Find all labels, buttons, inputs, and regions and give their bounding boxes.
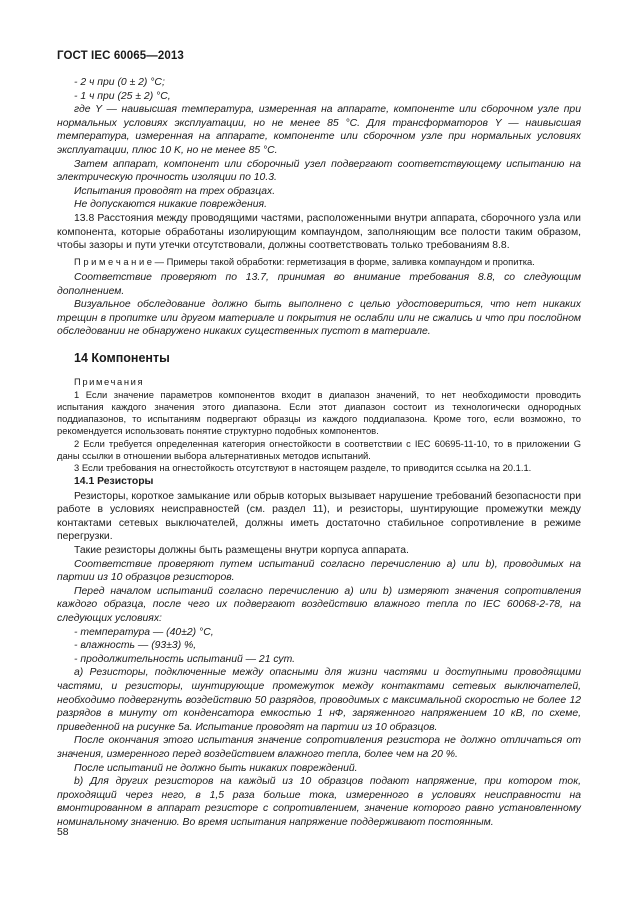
note-item: 1 Если значение параметров компонентов входит в диапазон значений, то нет необходимости проводить испытания каждого значения этого диапазона. Если этот диапазон состоит из технологически однородных поддиапазонов, то испытаниям подвергают образцы из каждого поддиапазона. Кроме того, если возможно, то рекомендуется использовать понятие структурно подобных компонентов. <box>57 388 581 437</box>
note <box>57 256 581 268</box>
paragraph: Соответствие проверяют по 13.7, принимая во внимание требования 8.8, со следующим дополнением. <box>57 271 581 297</box>
paragraph: Перед началом испытаний согласно перечислению a) или b) измеряют значения сопротивления каждого образца, после чего их подвергают воздействию влажного тепла по IEC 60068-2-78, на следующих условиях: <box>57 585 581 625</box>
paragraph: Не допускаются никакие повреждения. <box>74 199 267 211</box>
paragraph: После окончания этого испытания значение сопротивления резистора не должно отличаться от значения, измеренного перед воздействием влажного тепла, более чем на 20 %. <box>57 735 581 760</box>
note-item: 3 Если требования на огнестойкость отсутствуют в настоящем разделе, то приводится ссылка на 20.1.1. <box>74 461 532 473</box>
section-heading: 14 Компоненты <box>74 350 170 365</box>
clause-13-8: 13.8 Расстояния между проводящими частями, расположенными внутри аппарата, сборочного узла или компонента, которые обработаны изолирующим компаундом, заполняющим все полости таким образом, чтобы зазоры и пути утечки отсутствовали, должны соответствовать только требованиям 8.8. <box>57 212 581 252</box>
paragraph: b) Для других резисторов на каждый из 10 образцов подают напряжение, при котором ток, проходящий через него, в 1,5 раза больше тока, измеренного в условиях неисправности на вмонтированном в аппарат резисторе с сопротивлением, значение которого равно установленному номинальному значению. Во время испытания напряжение поддерживают постоянным. <box>57 776 581 828</box>
paragraph: Соответствие проверяют путем испытаний согласно перечислению a) или b), проводимых на партии из 10 образцов резисторов. <box>57 558 581 584</box>
paragraph: a) Резисторы, подключенные между опасными для жизни частями и доступными проводящими частями, и резисторы, шунтирующие промежуток между контактами сетевых выключателей, необходимо подвергнуть воздействию 50 разрядов, проводимых с максимальной скоростью не более 12 разрядов в минуту от конденсатора емкостью 1 нФ, заряженного напряжением 10 кВ, по схеме, приведенной на рисунке 5а. Испытание проводят на партии из 10 образцов. <box>57 667 581 733</box>
list-item: - продолжительность испытаний — 21 сут. <box>74 653 296 665</box>
page-number: 58 <box>57 827 69 838</box>
note-item: 2 Если требуется определенная категория огнестойкости в соответствии с IEC 60695-11-10, то в приложении G даны ссылки в отношении выбора альтернативных методов испытаний. <box>57 437 581 461</box>
paragraph: - 2 ч при (0 ± 2) °С; <box>74 77 165 88</box>
subsection-heading: 14.1 Резисторы <box>74 476 154 488</box>
paragraph: где Y — наивысшая температура, измеренная на аппарате, компоненте или сборочном узле при нормальных условиях эксплуатации, но не менее 85 °С. Для трансформаторов Y — наивысшая температура, измеренная на аппарате, компоненте или сборочном узле при нормальных условиях эксплуатации, плюс 10 K, но не менее 85 °С. <box>57 104 581 156</box>
list-item: - температура — (40±2) °С, <box>74 626 214 638</box>
note-text: Примеры такой обработки: герметизация в форме, заливка компаундом и пропитка. <box>164 255 535 267</box>
paragraph: Такие резисторы должны быть размещены внутри корпуса аппарата. <box>74 545 409 557</box>
paragraph: Затем аппарат, компонент или сборочный узел подвергают соответствующему испытанию на электрическую прочность изоляции по 10.3. <box>57 158 581 184</box>
page-body <box>57 76 581 830</box>
paragraph: - 1 ч при (25 ± 2) °С, <box>74 90 171 102</box>
paragraph: После испытаний не должно быть никаких повреждений. <box>74 762 358 774</box>
paragraph: Испытания проводят на трех образцах. <box>74 185 276 197</box>
paragraph: Резисторы, короткое замыкание или обрыв которых вызывает нарушение требований безопасности при работе в условиях неисправностей (см. раздел 11), и резисторы, шунтирующие промежутки между контактами сетевых выключателей, должны иметь достаточно стабильное сопротивление в режиме перегрузки. <box>57 490 581 543</box>
note-label: П р и м е ч а н и е — <box>74 255 164 267</box>
running-header: ГОСТ IEC 60065—2013 <box>57 50 184 62</box>
paragraph: Визуальное обследование должно быть выполнено с целью удостовериться, что нет никаких трещин в пропитке или другом материале и покрытия не ослабли или не сжались и что при послойном обследовании не обнаружено никаких существенных пустот в материале. <box>57 299 581 338</box>
list-item: - влажность — (93±3) %, <box>74 640 197 652</box>
notes-label: Примечания <box>74 376 145 388</box>
